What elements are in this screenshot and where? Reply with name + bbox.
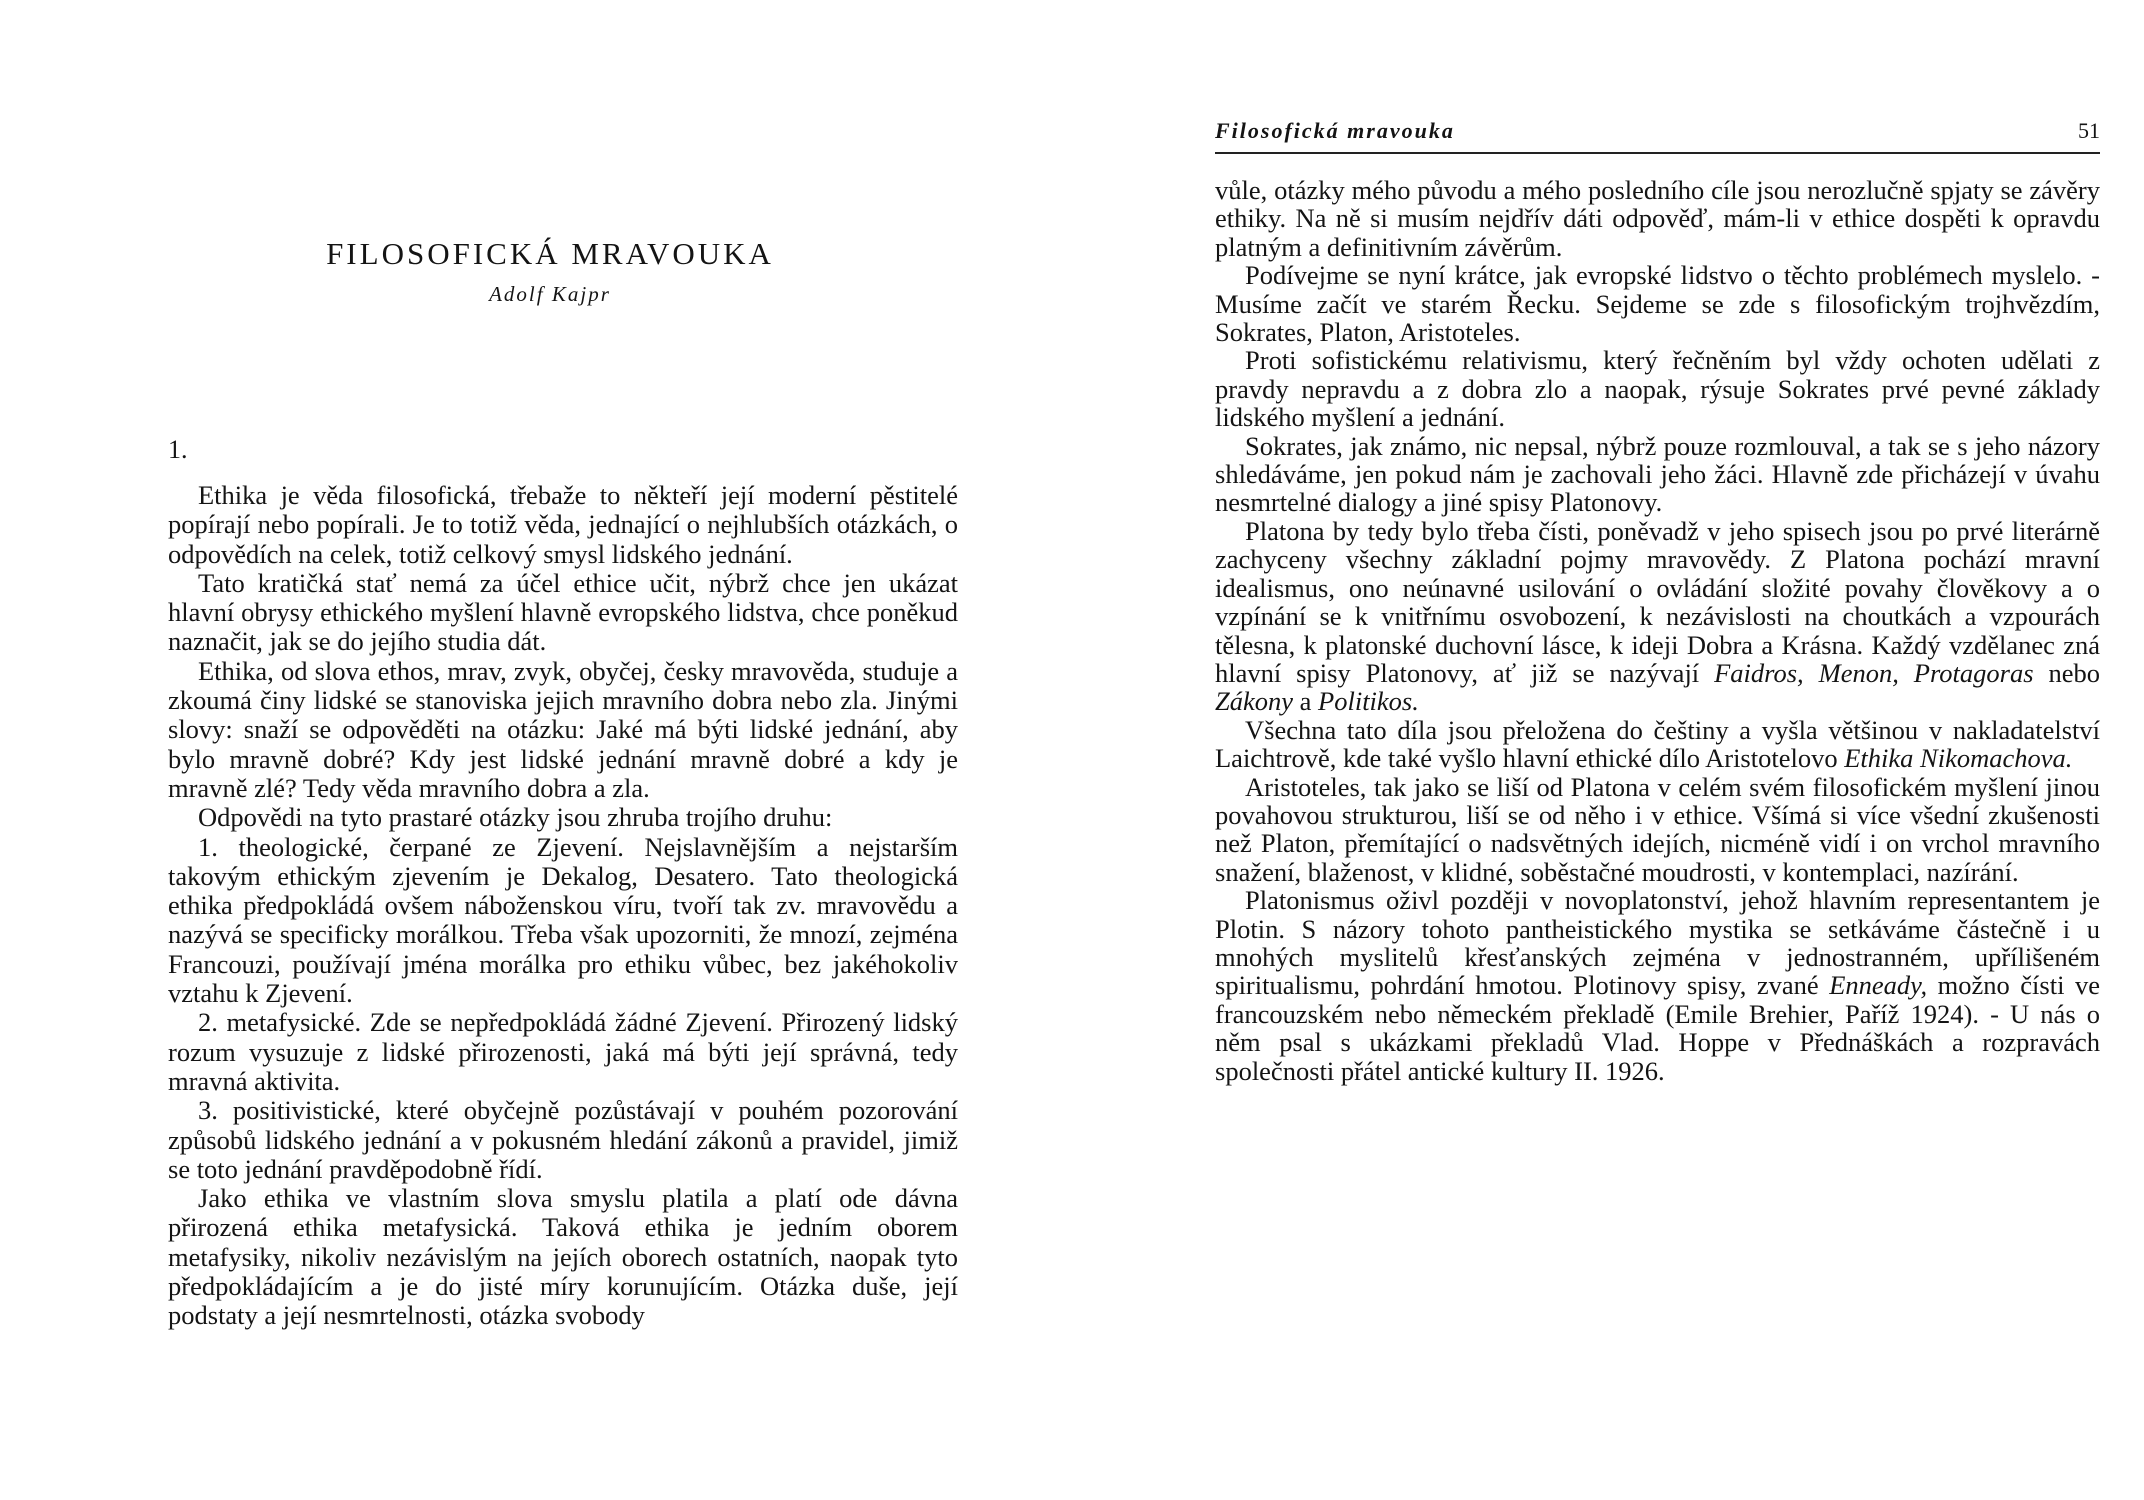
paragraph — [1215, 517, 2100, 716]
paragraph — [1215, 716, 2100, 773]
left-text-column — [168, 481, 958, 1331]
article-author: Adolf Kajpr — [489, 282, 611, 306]
italic-title-text: Zákony — [1215, 686, 1294, 717]
text-run: Platona by tedy bylo třeba čísti, poněvadž v jeho spisech jsou po prvé literárně zachyceny všechny základní pojmy mravovědy. Z Platona pochází mravní idealismus, ono neúnavné usilování o ovládání složité povahy člověkovy a o vzpínání se k vnitřnímu osvobození, k nezávislosti na choutkách a vzpourách tělesna, k platonské duchovní lásce, k ideji Dobra a Krásna. Každý vzdělanec zná hlavní spisy Platonovy, ať již se nazývají — [1215, 515, 2100, 688]
italic-title-text: Faidros, Menon, Protagoras — [1714, 657, 2034, 688]
paragraph — [1215, 886, 2100, 1085]
paragraph: Tato kratičká stať nemá za účel ethice učit, nýbrž chce jen ukázat hlavní obrysy ethického myšlení hlavně evropského lidstva, chce poněkud naznačit, jak se do jejího studia dát. — [168, 567, 958, 657]
paragraph: Odpovědi na tyto prastaré otázky jsou zhruba trojího druhu: — [198, 802, 833, 833]
list-item: 2. metafysické. Zde se nepředpokládá žádné Zjevení. Přirozený lidský rozum vysuzuje z lidské přirozenosti, jaká má býti její správná, tedy mravná aktivita. — [168, 1007, 958, 1096]
section-number: 1. — [168, 435, 188, 464]
paragraph: Ethika, od slova ethos, mrav, zvyk, obyčej, česky mravověda, studuje a zkoumá činy lidské se stanoviska jejich mravního dobra nebo zla. Jinými slovy: snaží se odpověděti na otázku: Jaké má býti lidské jednání, aby bylo mravně dobré? Kdy jest lidské jednání mravně dobré a kdy je mravně zlé? Tedy věda mravního dobra a zla. — [168, 655, 958, 803]
list-item: 3. positivistické, které obyčejně pozůstávají v pouhém pozorování způsobů lidského jednání a v pokusném hledání zákonů a pravidel, jimiž se toto jednání pravděpodobně řídí. — [168, 1095, 958, 1184]
paragraph: Proti sofistickému relativismu, který řečněním byl vždy ochoten udělati z pravdy nepravdu a z dobra zlo a naopak, rýsuje Sokrates prvé pevné základy lidského myšlení a jednání. — [1215, 345, 2100, 433]
text-run: Platonismus oživl později v novoplatonství, jehož hlavním representantem je Plotin. S názory tohoto pantheistického mystika se setkáváme částečně i u mnohých myslitelů křesťanských zejména v jednostranném, upřílišeném spiritualismu, pohrdání hmotou. Plotinovy spisy, zvané — [1215, 885, 2100, 1001]
italic-title-text: Enneady, — [1829, 970, 1928, 1001]
text-run: a — [1293, 686, 1319, 717]
running-title: Filosofická mravouka — [1215, 118, 1455, 143]
running-header — [1215, 118, 2100, 154]
paragraph: Aristoteles, tak jako se liší od Platona v celém svém filosofickém myšlení jinou povahovou strukturou, liší se od něho i v ethice. Všímá si více všední zkušenosti než Platon, přemítající o nadsvětných idejích, nicméně vidí i on vrchol mravního snažení, blaženost, v klidné, soběstačné moudrosti, v kontemplaci, nazírání. — [1215, 771, 2100, 887]
list-item: 1. theologické, čerpané ze Zjevení. Nejslavnějším a nejstarším takovým ethickým zjevením je Dekalog, Desatero. Tato theologická ethika předpokládá ovšem náboženskou víru, tvoří tak zv. mravovědu a nazývá se specificky morálkou. Třeba však upozorniti, že mnozí, zejména Francouzi, používají jména morálka pro ethiku vůbec, bez jakéhokoliv vztahu k Zjevení. — [168, 831, 958, 1009]
paragraph: vůle, otázky mého původu a mého posledního cíle jsou nerozlučně spjaty se závěry ethiky. Na ně si musím nejdřív dáti odpověď, mám-li v ethice dospěti k opravdu platným a definitivním závěrům. — [1215, 175, 2100, 262]
text-run: nebo — [2033, 657, 2100, 688]
italic-title-text: Ethika Nikomachova. — [1844, 743, 2073, 774]
right-page — [1072, 0, 2144, 1500]
article-title: FILOSOFICKÁ MRAVOUKA — [326, 236, 774, 271]
text-run: Všechna tato díla jsou přeložena do češtiny a vyšla většinou v nakladatelství Laichtrově, kde také vyšlo hlavní ethické dílo Aristotelovo — [1215, 714, 2100, 774]
paragraph: Podívejme se nyní krátce, jak evropské lidstvo o těchto problémech myslelo. - Musíme začít ve starém Řecku. Sejdeme se zde s filosofickým trojhvězdím, Sokrates, Platon, Aristoteles. — [1215, 260, 2100, 348]
paragraph: Jako ethika ve vlastním slova smyslu platila a platí ode dávna přirozená ethika metafysická. Taková ethika je jedním oborem metafysiky, nikoliv nezávislým na jejích oborech ostatních, naopak tyto předpokládajícím a je do jisté míry korunujícím. Otázka duše, její podstaty a její nesmrtelnosti, otázka svobody — [168, 1183, 958, 1331]
paragraph: Sokrates, jak známo, nic nepsal, nýbrž pouze rozmlouval, a tak se s jeho názory shledáváme, jen pokud nám je zachovali jeho žáci. Hlavně zde přicházejí v úvahu nesmrtelné dialogy a jiné spisy Platonovy. — [1215, 430, 2100, 518]
paragraph: Ethika je věda filosofická, třebaže to někteří její moderní pěstitelé popírají nebo popírali. Je to totiž věda, jednající o nejhlubších otázkách, o odpovědích na celek, totiž celkový smysl lidského jednání. — [168, 480, 958, 569]
page-number: 51 — [2078, 118, 2100, 143]
text-run: možno čísti ve francouzském nebo německém překladě (Emile Brehier, Paříž 1924). - U nás o něm psal s ukázkami překladů Vlad. Hoppe v Přednáškách a rozpravách společnosti přátel antické kultury II. 1926. — [1215, 970, 2100, 1086]
right-text-column — [1215, 176, 2100, 1085]
italic-title-text: Politikos. — [1318, 686, 1419, 717]
